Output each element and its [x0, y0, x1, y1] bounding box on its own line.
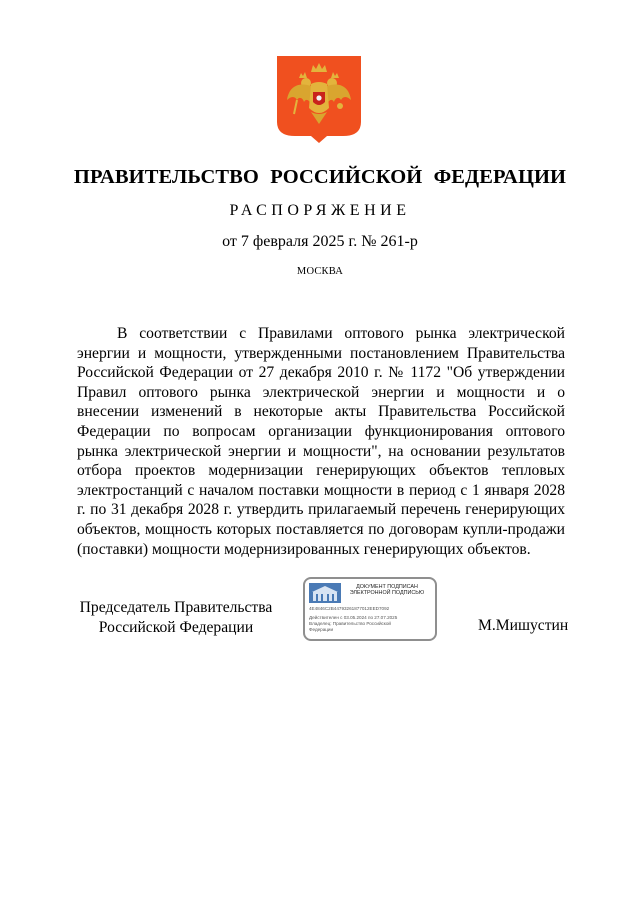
- main-paragraph: В соответствии с Правилами оптового рынка электрической энергии и мощности, утвержденными постановлением Правительства Российской Федерации от 27 декабря 2010 г. № 1172 "Об утверждении Правил оптового рынка электрической энергии и мощности и о внесении изменений в некоторые акты Правительства Российской Федерации по вопросам организации функционирования оптового рынка электрической энергии и мощности", на основании результатов отбора проектов модернизации генерирующих объектов тепловых электростанций с началом поставки мощности в период с 1 января 2028 г. по 31 декабря 2028 г. утвердить прилагаемый перечень генерирующих объектов, мощность которых поставляется по договорам купли-продажи (поставки) мощности модернизированных генерирующих объектов.: [77, 325, 565, 558]
- stamp-title-line1: ДОКУМЕНТ ПОДПИСАН: [356, 584, 418, 590]
- signatory-title-line1: Председатель Правительства: [79, 599, 273, 616]
- electronic-signature-stamp: [303, 577, 437, 641]
- signatory-name: М.Мишустин: [478, 617, 569, 634]
- government-building-icon: [309, 583, 341, 603]
- document-type: РАСПОРЯЖЕНИЕ: [229, 202, 411, 219]
- coat-of-arms-emblem: [277, 56, 361, 143]
- document-city: МОСКВА: [296, 266, 344, 277]
- stamp-owner-line1: Владелец: Правительство Российской: [309, 621, 391, 626]
- document-date-number: от 7 февраля 2025 г. № 261-р: [222, 233, 418, 250]
- stamp-certificate: 4E4846C2B44793261877012EED7092: [309, 606, 390, 611]
- signatory-title: [76, 598, 276, 637]
- stamp-validity: Действителен с 03.05.2024 по 27.07.2025: [309, 615, 398, 620]
- stamp-owner-line2: Федерации: [309, 627, 334, 632]
- signatory-title-line2: Российской Федерации: [98, 618, 254, 636]
- stamp-title-line2: ЭЛЕКТРОННОЙ ПОДПИСЬЮ: [349, 590, 425, 597]
- organization-title: ПРАВИТЕЛЬСТВО РОССИЙСКОЙ ФЕДЕРАЦИИ: [73, 166, 567, 188]
- stamp-title: [339, 584, 435, 597]
